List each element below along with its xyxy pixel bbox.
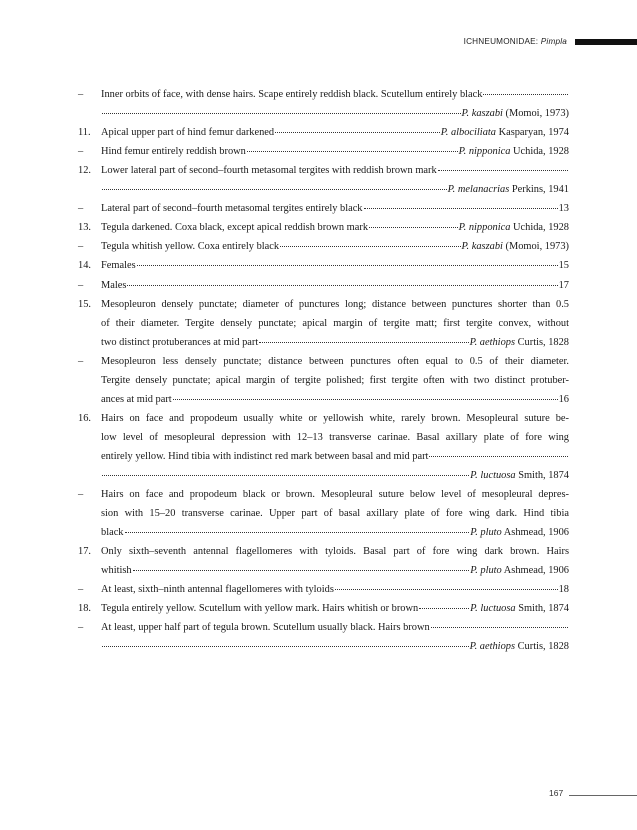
key-row [0,523,637,542]
couplet-number: 18. [78,603,91,615]
key-line [101,466,569,485]
dot-leader [369,226,458,228]
key-row [0,295,637,314]
key-result [459,218,569,237]
key-line [101,256,569,275]
key-row [0,218,637,237]
taxon-author: 16 [558,393,569,405]
taxon-author: Uchida, 1928 [510,146,569,158]
header-family: ICHNEUMONIDAE: [463,37,539,46]
key-row [0,637,637,656]
key-result [559,580,569,599]
taxon-name: P. aethiops [469,641,516,653]
key-row [0,485,637,504]
key-result [470,599,569,618]
taxon-name: P. pluto [470,527,502,539]
key-row [0,561,637,580]
key-line [101,85,569,104]
dot-leader [102,112,461,114]
key-line [101,218,569,237]
key-row [0,333,637,352]
key-line [101,523,569,542]
taxon-name: P. luctuosa [470,603,516,615]
taxon-name: P. aethiops [469,336,516,348]
couplet-number: 12. [78,165,91,177]
taxon-name: P. albociliata [440,127,496,139]
dot-leader [419,607,469,609]
header-bar [575,39,637,45]
taxon-name: P. nipponica [458,222,511,234]
header-title [464,36,567,48]
key-row [0,466,637,485]
key-row [0,199,637,218]
key-row [0,352,637,371]
taxon-name: P. kaszabi [461,108,503,120]
key-text: Tegula whitish yellow. Coxa entirely black [101,241,280,253]
key-text: Females [101,260,136,272]
taxon-name: P. kaszabi [461,241,503,253]
couplet-number: – [78,279,84,291]
taxon-author: Smith, 1874 [515,470,569,481]
key-row [0,504,637,523]
dot-leader [438,169,568,171]
key-line [101,409,569,428]
taxon-name: P. luctuosa [470,470,516,481]
key-text: sion with 15–20 transverse carinae. Upper part of basal axillary plate of fore wing dark. Hind tibia [101,508,569,520]
key-result [470,561,569,580]
dot-leader [429,455,568,457]
key-line [101,199,569,218]
key-result [559,256,569,275]
dot-leader [431,626,568,628]
footer-rule [569,795,637,796]
dot-leader [102,474,469,476]
taxon-author: 13 [558,203,569,215]
taxon-author: Uchida, 1928 [510,222,569,234]
key-result [441,123,569,142]
key-row [0,409,637,428]
couplet-number: 17. [78,546,91,558]
key-result [470,637,569,656]
key-row [0,104,637,123]
key-text: Only sixth–seventh antennal flagellomeres with tyloids. Basal part of fore wing dark brown. Hairs [101,546,569,558]
key-text: Mesopleuron densely punctate; diameter of punctures long; distance between punctures shorter than 0.5 [101,298,569,310]
taxon-author: Ashmead, 1906 [501,527,569,539]
key-line [101,485,569,504]
couplet-number: 13. [78,222,91,234]
key-row [0,618,637,637]
header-genus: Pimpla [540,37,567,46]
key-text: whitish [101,565,132,577]
key-text: Tegula entirely yellow. Scutellum with yellow mark. Hairs whitish or brown [101,603,419,615]
key-result [459,142,569,161]
key-line [101,314,569,333]
dot-leader [275,131,440,133]
key-line [101,123,569,142]
key-result [470,333,569,352]
key-text: black [101,527,124,539]
dot-leader [483,93,568,95]
key-line [101,142,569,161]
key-line [101,599,569,618]
key-text: ances at mid part [101,393,172,405]
taxon-name: P. pluto [470,565,502,577]
couplet-number: – [78,584,84,596]
dot-leader [259,341,468,343]
key-result [559,390,569,409]
key-line [101,637,569,656]
key-text: Lateral part of second–fourth metasomal tergites entirely black [101,203,363,215]
key-line [101,295,569,314]
key-text: low level of mesopleural depression with 12–13 transverse carinae. Basal axillary plate of fore wing [101,431,569,443]
key-line [101,390,569,409]
key-result [470,523,569,542]
key-line [101,237,569,256]
taxon-author: Curtis, 1828 [515,641,569,653]
key-row [0,276,637,295]
key-row [0,447,637,466]
couplet-number: – [78,89,84,100]
couplet-number: 16. [78,412,91,424]
key-row [0,314,637,333]
key-line [101,104,569,123]
couplet-number: – [78,489,84,501]
key-line [101,618,569,637]
key-text: Hind femur entirely reddish brown [101,146,246,158]
taxon-author: Kasparyan, 1974 [495,127,569,139]
key-text: Apical upper part of hind femur darkened [101,127,275,139]
key-result [462,237,569,256]
dot-leader [364,207,558,209]
couplet-number: – [78,241,84,253]
dot-leader [137,264,558,266]
key-row [0,180,637,199]
key-text: entirely yellow. Hind tibia with indistinct red mark between basal and mid part [101,450,429,462]
couplet-number: 11. [78,127,91,139]
key-row [0,161,637,180]
couplet-number: – [78,622,84,634]
key-row [0,390,637,409]
key-line [101,352,569,371]
key-text: two distinct protuberances at mid part [101,336,259,348]
couplet-number: – [78,203,84,215]
key-line [101,428,569,447]
key-line [101,333,569,352]
dot-leader [335,588,558,590]
key-text: Tegula darkened. Coxa black, except apical reddish brown mark [101,222,369,234]
couplet-number: 14. [78,260,91,272]
dot-leader [127,284,557,286]
key-text: At least, upper half part of tegula brown. Scutellum usually black. Hairs brown [101,622,430,634]
key-text: Mesopleuron less densely punctate; distance between punctures often equal to 0.5 of their diameter. [101,355,569,367]
key-text: Lower lateral part of second–fourth metasomal tergites with reddish brown mark [101,165,437,177]
running-header [0,36,637,50]
key-text: Males [101,279,127,291]
key-row [0,428,637,447]
dot-leader [173,398,558,400]
key-line [101,447,569,466]
taxon-author: Smith, 1874 [515,603,569,615]
key-text: Hairs on face and propodeum usually white or yellowish white, rarely brown. Mesopleural suture be- [101,412,569,424]
taxon-author: 17 [558,279,569,291]
key-line [101,561,569,580]
dot-leader [125,531,470,533]
key-result [470,466,569,485]
dot-leader [247,150,458,152]
key-text: Inner orbits of face, with dense hairs. Scape entirely reddish black. Scutellum entirely black [101,89,483,100]
key-result [559,276,569,295]
key-text: of their diameter. Tergite densely punctate; apical margin of tergite matt; first tergite convex, without [101,317,569,329]
key-line [101,276,569,295]
dot-leader [280,245,460,247]
key-row [0,371,637,390]
dot-leader [102,188,447,190]
key-line [101,371,569,390]
taxon-author: (Momoi, 1973) [502,241,569,253]
key-line [101,180,569,199]
key-result [559,199,569,218]
key-row [0,256,637,275]
dot-leader [102,645,469,647]
dot-leader [133,569,470,571]
taxon-author: 18 [558,584,569,596]
key-row [0,580,637,599]
key-line [101,504,569,523]
key-row [0,123,637,142]
key-text: Tergite densely punctate; apical margin of tergite polished; first tergite often with two distinct protuber- [101,374,569,386]
couplet-number: – [78,146,84,158]
taxon-author: 15 [558,260,569,272]
couplet-number: 15. [78,298,91,310]
key-line [101,580,569,599]
taxon-author: Curtis, 1828 [515,336,569,348]
taxon-author: Perkins, 1941 [509,184,569,196]
key-text: Hairs on face and propodeum black or brown. Mesopleural suture below level of mesopleural depres- [101,489,569,501]
key-row [0,237,637,256]
key-line [101,542,569,561]
key-row [0,542,637,561]
taxon-name: P. melanacrias [447,184,510,196]
key-result [462,104,569,123]
taxon-author: Ashmead, 1906 [501,565,569,577]
taxon-author: (Momoi, 1973) [502,108,569,120]
key-line [101,161,569,180]
key-row [0,599,637,618]
key-result [448,180,569,199]
key-row [0,85,637,104]
taxon-name: P. nipponica [458,146,511,158]
page-number: 167 [549,788,564,798]
couplet-number: – [78,355,84,367]
key-row [0,142,637,161]
key-text: At least, sixth–ninth antennal flagellomeres with tyloids [101,584,334,596]
